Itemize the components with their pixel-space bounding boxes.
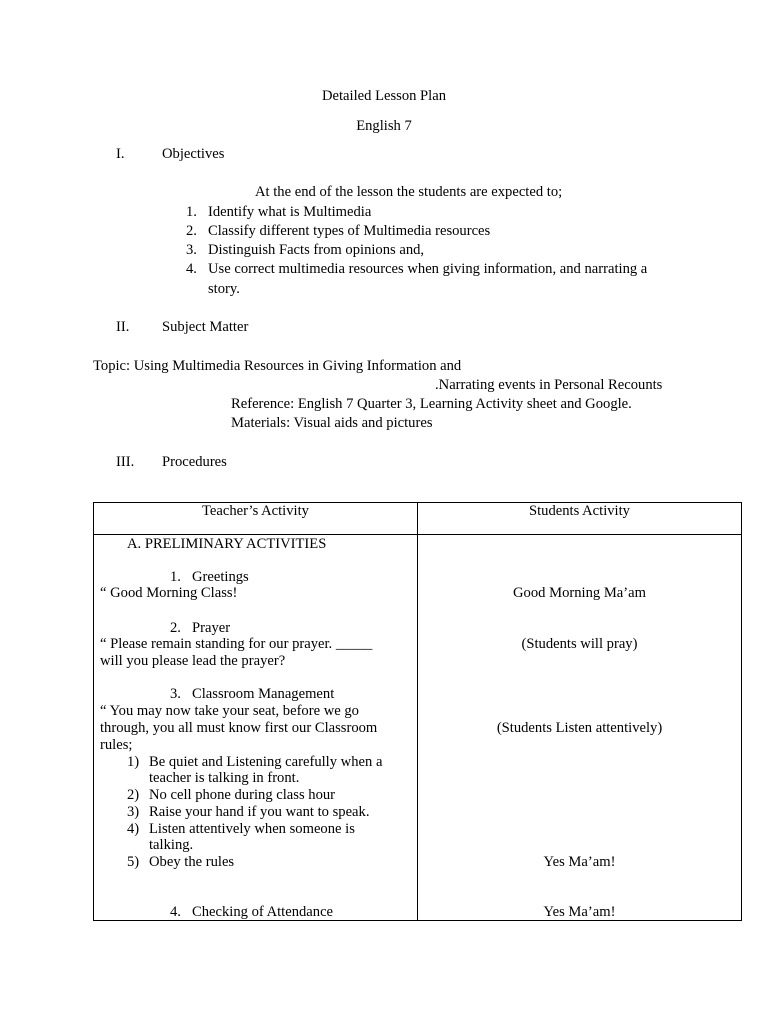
step-title: Checking of Attendance xyxy=(192,904,334,920)
step-number: 3. xyxy=(170,686,181,702)
rule-item xyxy=(127,854,234,871)
topic-line: Topic: Using Multimedia Resources in Giving Information and xyxy=(93,358,462,374)
objectives-intro: At the end of the lesson the students are expected to; xyxy=(255,184,563,200)
objective-number: 4. xyxy=(186,261,197,277)
rule-item xyxy=(127,821,355,838)
procedures-table xyxy=(93,502,742,921)
rule-number: 4) xyxy=(127,821,140,837)
objective-number: 2. xyxy=(186,223,197,239)
teacher-activity-cell xyxy=(94,535,418,921)
rule-number: 2) xyxy=(127,787,140,803)
student-response-greeting: Good Morning Ma’am xyxy=(513,585,646,601)
section-heading-subject-matter: Subject Matter xyxy=(162,319,249,335)
table-row xyxy=(94,535,742,921)
rule-text: Raise your hand if you want to speak. xyxy=(149,804,370,820)
teacher-prayer-line: “ Please remain standing for our prayer. _____ xyxy=(100,636,373,652)
step-number: 1. xyxy=(170,569,181,585)
step-prayer xyxy=(170,620,230,637)
teacher-management-line: rules; xyxy=(100,737,133,753)
teacher-greeting-line: “ Good Morning Class! xyxy=(100,585,238,601)
materials-line: Materials: Visual aids and pictures xyxy=(231,415,433,431)
objective-item xyxy=(186,260,647,278)
objective-text: Classify different types of Multimedia resources xyxy=(208,223,491,239)
step-checking-attendance xyxy=(170,904,333,921)
objective-text: Distinguish Facts from opinions and, xyxy=(208,242,425,258)
step-classroom-management xyxy=(170,686,334,703)
rule-text-continued: talking. xyxy=(149,837,194,853)
student-response-rules: Yes Ma’am! xyxy=(543,854,616,870)
objective-item xyxy=(186,203,371,221)
rule-item xyxy=(127,754,382,771)
step-greetings xyxy=(170,569,249,586)
reference-line: Reference: English 7 Quarter 3, Learning Activity sheet and Google. xyxy=(231,396,632,412)
rule-text: Be quiet and Listening carefully when a xyxy=(149,754,383,770)
rule-text: No cell phone during class hour xyxy=(149,787,336,803)
objective-item xyxy=(186,241,424,259)
student-response-management: (Students Listen attentively) xyxy=(496,720,663,736)
step-title: Classroom Management xyxy=(192,686,335,702)
rule-number: 1) xyxy=(127,754,140,770)
rule-item xyxy=(127,787,335,804)
section-numeral-procedures: III. xyxy=(116,454,135,470)
step-number: 2. xyxy=(170,620,181,636)
objective-text-continued: story. xyxy=(208,281,240,297)
step-number: 4. xyxy=(170,904,181,920)
section-a-heading: A. PRELIMINARY ACTIVITIES xyxy=(127,536,327,552)
students-activity-header: Students Activity xyxy=(418,503,742,535)
step-title: Prayer xyxy=(192,620,231,636)
section-heading-objectives: Objectives xyxy=(162,146,225,162)
objective-number: 1. xyxy=(186,204,197,220)
teacher-prayer-line: will you please lead the prayer? xyxy=(100,653,286,669)
step-title: Greetings xyxy=(192,569,249,585)
student-response-prayer: (Students will pray) xyxy=(521,636,638,652)
objective-text: Use correct multimedia resources when giving information, and narrating a xyxy=(208,261,648,277)
document-subject: English 7 xyxy=(356,118,412,134)
rule-number: 3) xyxy=(127,804,140,820)
topic-line-continued: .Narrating events in Personal Recounts xyxy=(435,377,663,393)
section-heading-procedures: Procedures xyxy=(162,454,227,470)
section-numeral-objectives: I. xyxy=(116,146,125,162)
rule-item xyxy=(127,804,369,821)
table-header-row xyxy=(94,503,742,535)
objective-item xyxy=(186,222,490,240)
student-response-attendance: Yes Ma’am! xyxy=(543,904,616,920)
section-numeral-subject-matter: II. xyxy=(116,319,130,335)
rule-text: Listen attentively when someone is xyxy=(149,821,355,837)
teacher-management-line: through, you all must know first our Classroom xyxy=(100,720,378,736)
teacher-management-line: “ You may now take your seat, before we go xyxy=(100,703,359,719)
students-activity-cell xyxy=(418,535,742,921)
rule-text-continued: teacher is talking in front. xyxy=(149,770,300,786)
rule-number: 5) xyxy=(127,854,140,870)
rule-text: Obey the rules xyxy=(149,854,235,870)
objective-number: 3. xyxy=(186,242,197,258)
teacher-activity-header: Teacher’s Activity xyxy=(94,503,418,535)
document-title: Detailed Lesson Plan xyxy=(321,88,447,104)
objective-text: Identify what is Multimedia xyxy=(208,204,372,220)
